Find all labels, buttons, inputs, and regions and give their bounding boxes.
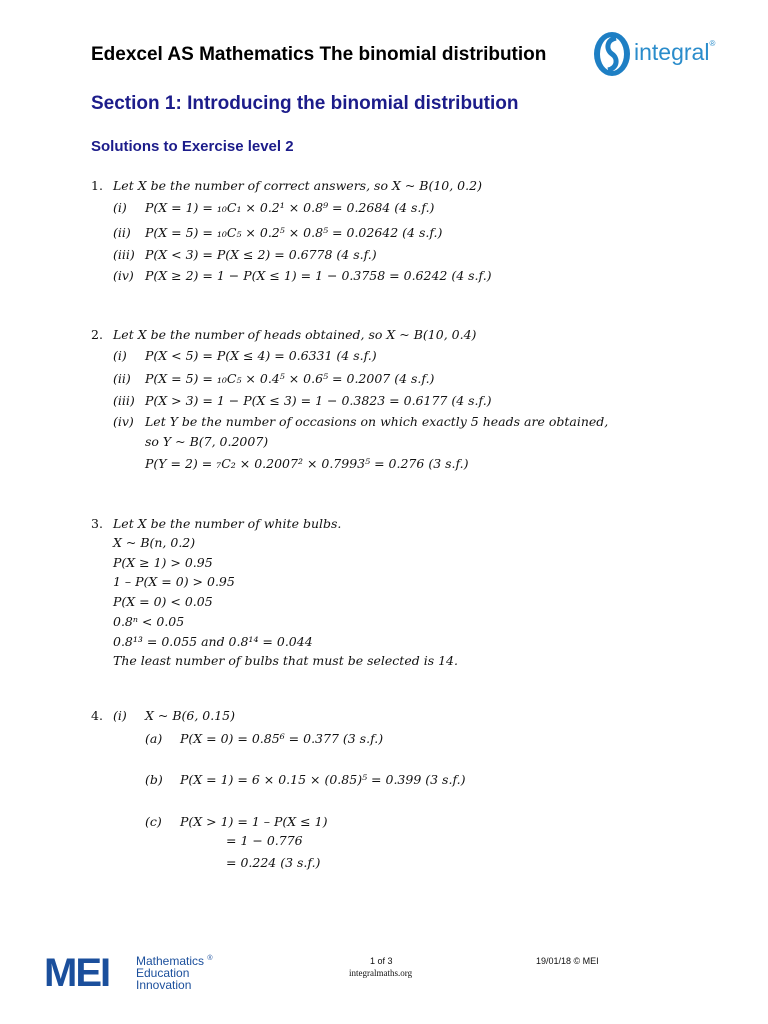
- question-line: Let Y be the number of occasions on which exactly 5 heads are obtained,: [145, 414, 609, 429]
- question-line: Let X be the number of white bulbs.: [113, 516, 342, 531]
- part-label: (c): [145, 814, 162, 829]
- question-line: P(X = 1) = 6 × 0.15 × (0.85)⁵ = 0.399 (3 s.f.): [180, 772, 466, 787]
- part-label: (iv): [113, 268, 134, 283]
- question-line: P(X ≥ 2) = 1 − P(X ≤ 1) = 1 − 0.3758 = 0.6242 (4 s.f.): [145, 268, 492, 283]
- question-line: P(Y = 2) = ₇C₂ × 0.2007² × 0.7993⁵ = 0.276 (3 s.f.): [145, 456, 469, 471]
- question-line: P(X = 0) = 0.85⁶ = 0.377 (3 s.f.): [180, 731, 384, 746]
- question-line: Let X be the number of heads obtained, so X ~ B(10, 0.4): [113, 327, 477, 342]
- question-number: 4.: [91, 708, 103, 723]
- footer-website: integralmaths.org: [349, 968, 413, 978]
- question-line: P(X = 5) = ₁₀C₅ × 0.4⁵ × 0.6⁵ = 0.2007 (4 s.f.): [145, 371, 435, 386]
- question-line: 0.8¹³ = 0.055 and 0.8¹⁴ = 0.044: [113, 634, 313, 649]
- part-label: (iii): [113, 247, 135, 262]
- question-number: 1.: [91, 178, 103, 193]
- part-label: (ii): [113, 371, 131, 386]
- integral-logo: [592, 30, 742, 80]
- integral-logo-icon: [592, 30, 632, 78]
- part-label: (ii): [113, 225, 131, 240]
- question-line: P(X = 0) < 0.05: [113, 594, 213, 609]
- part-label: (i): [113, 200, 127, 215]
- part-label: (i): [113, 708, 127, 723]
- integral-logo-wordmark: integral: [634, 39, 710, 65]
- part-label: (iii): [113, 393, 135, 408]
- question-line: Let X be the number of correct answers, so X ~ B(10, 0.2): [113, 178, 482, 193]
- question-line: so Y ~ B(7, 0.2007): [145, 434, 269, 449]
- mei-line-innovation: Innovation: [136, 978, 192, 992]
- section-title: Section 1: Introducing the binomial distribution: [91, 93, 519, 114]
- question-line: P(X > 1) = 1 – P(X ≤ 1): [180, 814, 328, 829]
- question-line: = 1 − 0.776: [226, 833, 303, 848]
- question-line: 0.8ⁿ < 0.05: [113, 614, 185, 629]
- question-line: The least number of bulbs that must be selected is 14.: [113, 653, 458, 668]
- question-line: P(X < 3) = P(X ≤ 2) = 0.6778 (4 s.f.): [145, 247, 377, 262]
- registered-mark: ®: [207, 955, 213, 962]
- part-label: (a): [145, 731, 163, 746]
- question-line: P(X = 1) = ₁₀C₁ × 0.2¹ × 0.8⁹ = 0.2684 (4 s.f.): [145, 200, 435, 215]
- page-number: 1 of 3: [370, 956, 393, 966]
- mei-logo-letters: MEI: [44, 951, 110, 995]
- part-label: (iv): [113, 414, 134, 429]
- question-line: = 0.224 (3 s.f.): [226, 855, 321, 870]
- mei-line-education: Education: [136, 966, 190, 980]
- question-line: P(X < 5) = P(X ≤ 4) = 0.6331 (4 s.f.): [145, 348, 377, 363]
- question-line: P(X > 3) = 1 − P(X ≤ 3) = 1 − 0.3823 = 0.6177 (4 s.f.): [145, 393, 492, 408]
- question-line: X ~ B(n, 0.2): [113, 535, 196, 550]
- question-number: 3.: [91, 516, 103, 531]
- question-line: 1 – P(X = 0) > 0.95: [113, 574, 235, 589]
- question-line: P(X = 5) = ₁₀C₅ × 0.2⁵ × 0.8⁵ = 0.02642 (4 s.f.): [145, 225, 443, 240]
- mei-line-mathematics: Mathematics: [136, 954, 205, 968]
- footer-date: 19/01/18 © MEI: [536, 956, 599, 966]
- document-header-title: Edexcel AS Mathematics The binomial distribution: [91, 44, 547, 65]
- question-number: 2.: [91, 327, 103, 342]
- registered-mark: ®: [709, 39, 716, 48]
- question-line: X ~ B(6, 0.15): [145, 708, 235, 723]
- subsection-title: Solutions to Exercise level 2: [91, 138, 294, 155]
- part-label: (b): [145, 772, 163, 787]
- mei-logo: [44, 953, 284, 993]
- part-label: (i): [113, 348, 127, 363]
- question-line: P(X ≥ 1) > 0.95: [113, 555, 213, 570]
